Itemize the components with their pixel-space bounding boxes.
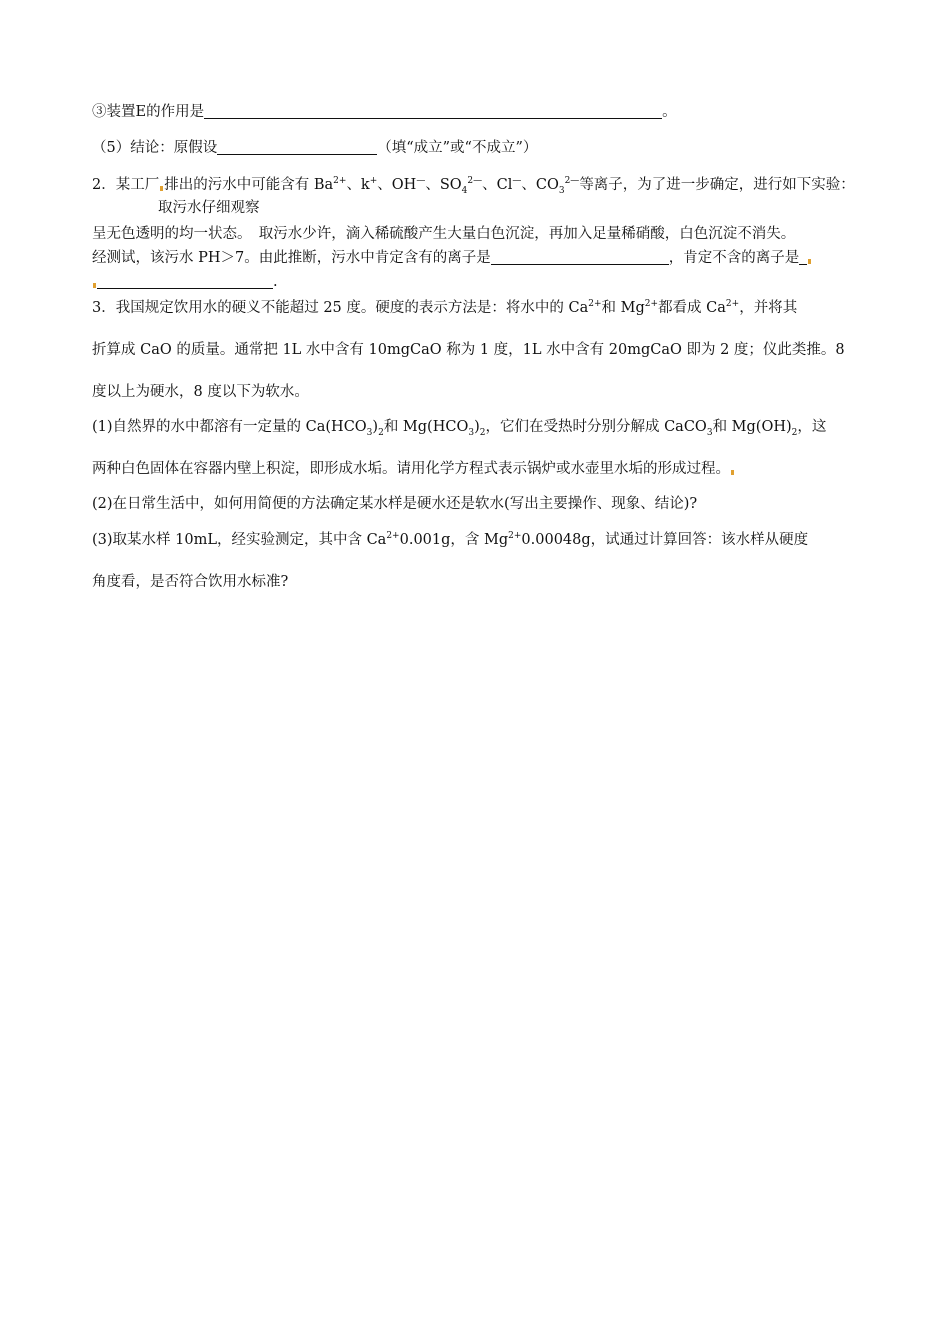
mark-dot — [808, 259, 811, 264]
mark-dot — [160, 186, 163, 191]
question-5-prefix: （5）结论：原假设 — [92, 140, 218, 156]
question-3-part-1: (1)自然界的水中都溶有一定量的 $Ca(HCO_3)_2$和 $Mg(HCO_3)_2$，它们在受热时分别分解成 CaCO$_3$和 $Mg(OH)_2$，这 — [92, 419, 827, 438]
question-3-part-3: (3)取某水样 10mL，经实验测定，其中含 $Ca^{2+}0.001g$，含 $Mg^{2+}0.00048g$，试通过计算回答：该水样从硬度 — [92, 531, 809, 548]
question-2-state: 呈无色透明的均一状态。 取污水少许，滴入稀硫酸产生大量白色沉淀，再加入足量稀硝酸，白色沉淀不消失。 — [92, 226, 796, 242]
answer-blank-present-ions[interactable] — [491, 248, 669, 265]
question-3-part-3-line-2: 角度看，是否符合饮用水标准? — [92, 574, 289, 590]
question-2-intro: 2．某工厂 排出的污水中可能含有 $Ba^{2+}$、k+、OH—、$SO_4^{2—}$、Cl—、$CO_3^{2—}$等离子，为了进一步确定，进行如下实验： — [92, 176, 855, 196]
mark-dot — [93, 283, 96, 288]
question-e-prefix: ③装置E的作用是 — [92, 104, 205, 120]
question-2-observe: 取污水仔细观察 — [158, 200, 260, 216]
question-3-line-3: 度以上为硬水，8 度以下为软水。 — [92, 384, 309, 400]
mark-dot — [731, 470, 734, 475]
answer-blank-e[interactable] — [204, 102, 662, 119]
question-3-part-2: (2)在日常生活中，如何用简便的方法确定某水样是硬水还是软水(写出主要操作、现象、结论)? — [92, 496, 698, 512]
question-3-line-1: 3．我国规定饮用水的硬义不能超过 25 度。硬度的表示方法是：将水中的 $Ca^{2+}$和 $Mg^{2+}$都看成 $Ca^{2+}$，并将其 — [92, 299, 798, 316]
answer-blank-absent-ions[interactable] — [97, 272, 273, 289]
answer-blank-conclusion[interactable] — [217, 138, 377, 155]
question-2-blank-continue: . — [92, 272, 278, 292]
question-3-line-2: 折算成 CaO 的质量。通常把 1L 水中含有 10mgCaO 称为 1 度，1L 水中含有 20mgCaO 即为 2 度；仪此类推。8 — [92, 342, 845, 358]
question-e-line: ③装置E的作用是 。 — [92, 104, 677, 120]
question-5-line: （5）结论：原假设 （填“成立”或“不成立”） — [92, 140, 538, 156]
answer-blank-absent-ions-start[interactable] — [799, 248, 807, 265]
question-3-part-1-line-2: 两种白色固体在容器内壁上积淀，即形成水垢。请用化学方程式表示锅炉或水壶里水垢的形成过程。 — [92, 459, 735, 479]
question-2-ph-line: 经测试，该污水 PH＞7。由此推断，污水中肯定含有的离子是 ，肯定不含的离子是 — [92, 248, 812, 268]
